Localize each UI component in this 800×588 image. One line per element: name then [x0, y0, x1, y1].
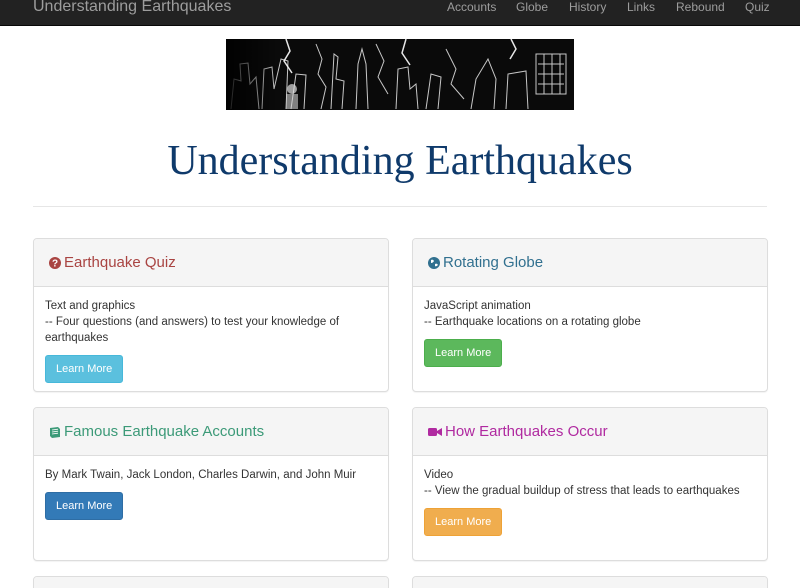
nav-link-links[interactable]: Links [627, 0, 656, 14]
learn-more-button[interactable]: Learn More [424, 508, 502, 536]
nav-link-history[interactable]: History [569, 0, 607, 14]
panel-next-row-right [412, 576, 768, 588]
panel-title[interactable] [48, 254, 176, 272]
panel-text-line: Text and graphics [45, 300, 136, 312]
panel-text-line: -- View the gradual buildup of stress that leads to earthquakes [424, 485, 740, 497]
panel-earthquake-quiz [33, 238, 389, 392]
navbar-brand[interactable]: Understanding Earthquakes [33, 0, 232, 15]
panel-body [34, 287, 388, 383]
panel-title-label: Rotating Globe [443, 254, 544, 271]
panel-how-earthquakes-occur [412, 407, 768, 561]
top-navbar [0, 0, 800, 26]
book-icon [48, 425, 62, 439]
panel-text-line: JavaScript animation [424, 300, 531, 312]
panel-next-row-left [33, 576, 389, 588]
panel-title-label: How Earthquakes Occur [445, 423, 608, 440]
nav-link-accounts[interactable]: Accounts [447, 0, 497, 14]
nav-link-rebound[interactable]: Rebound [676, 0, 725, 14]
learn-more-button[interactable]: Learn More [45, 355, 123, 383]
panel-text-line: -- Four questions (and answers) to test your knowledge of earthquakes [45, 316, 340, 344]
panel-body [34, 456, 388, 520]
panel-heading [34, 408, 388, 456]
panel-heading [34, 577, 388, 588]
learn-more-button[interactable]: Learn More [424, 339, 502, 367]
panel-heading [413, 577, 767, 588]
panel-title[interactable] [48, 423, 264, 441]
panel-body [413, 287, 767, 367]
svg-text:?: ? [51, 258, 59, 270]
panel-title[interactable] [427, 423, 608, 441]
globe-icon [427, 256, 441, 270]
panel-heading [413, 239, 767, 287]
panel-text-line: Video [424, 469, 454, 481]
panel-title[interactable] [427, 254, 543, 272]
nav-link-quiz[interactable]: Quiz [745, 0, 770, 14]
page-title: Understanding Earthquakes [167, 138, 633, 184]
divider [33, 206, 767, 207]
video-camera-icon [427, 425, 443, 439]
panel-body [413, 456, 767, 536]
panel-text-line: By Mark Twain, Jack London, Charles Darwin, and John Muir [45, 469, 357, 481]
panel-title-label: Famous Earthquake Accounts [64, 423, 265, 440]
question-circle-icon [48, 256, 62, 270]
panel-text-line: -- Earthquake locations on a rotating globe [424, 316, 641, 328]
panel-heading [413, 408, 767, 456]
panel-title-label: Earthquake Quiz [64, 254, 176, 271]
panel-rotating-globe [412, 238, 768, 392]
panel-heading [34, 239, 388, 287]
learn-more-button[interactable]: Learn More [45, 492, 123, 520]
earthquake-banner-image [226, 39, 574, 110]
panel-famous-accounts [33, 407, 389, 561]
nav-link-globe[interactable]: Globe [516, 0, 549, 14]
